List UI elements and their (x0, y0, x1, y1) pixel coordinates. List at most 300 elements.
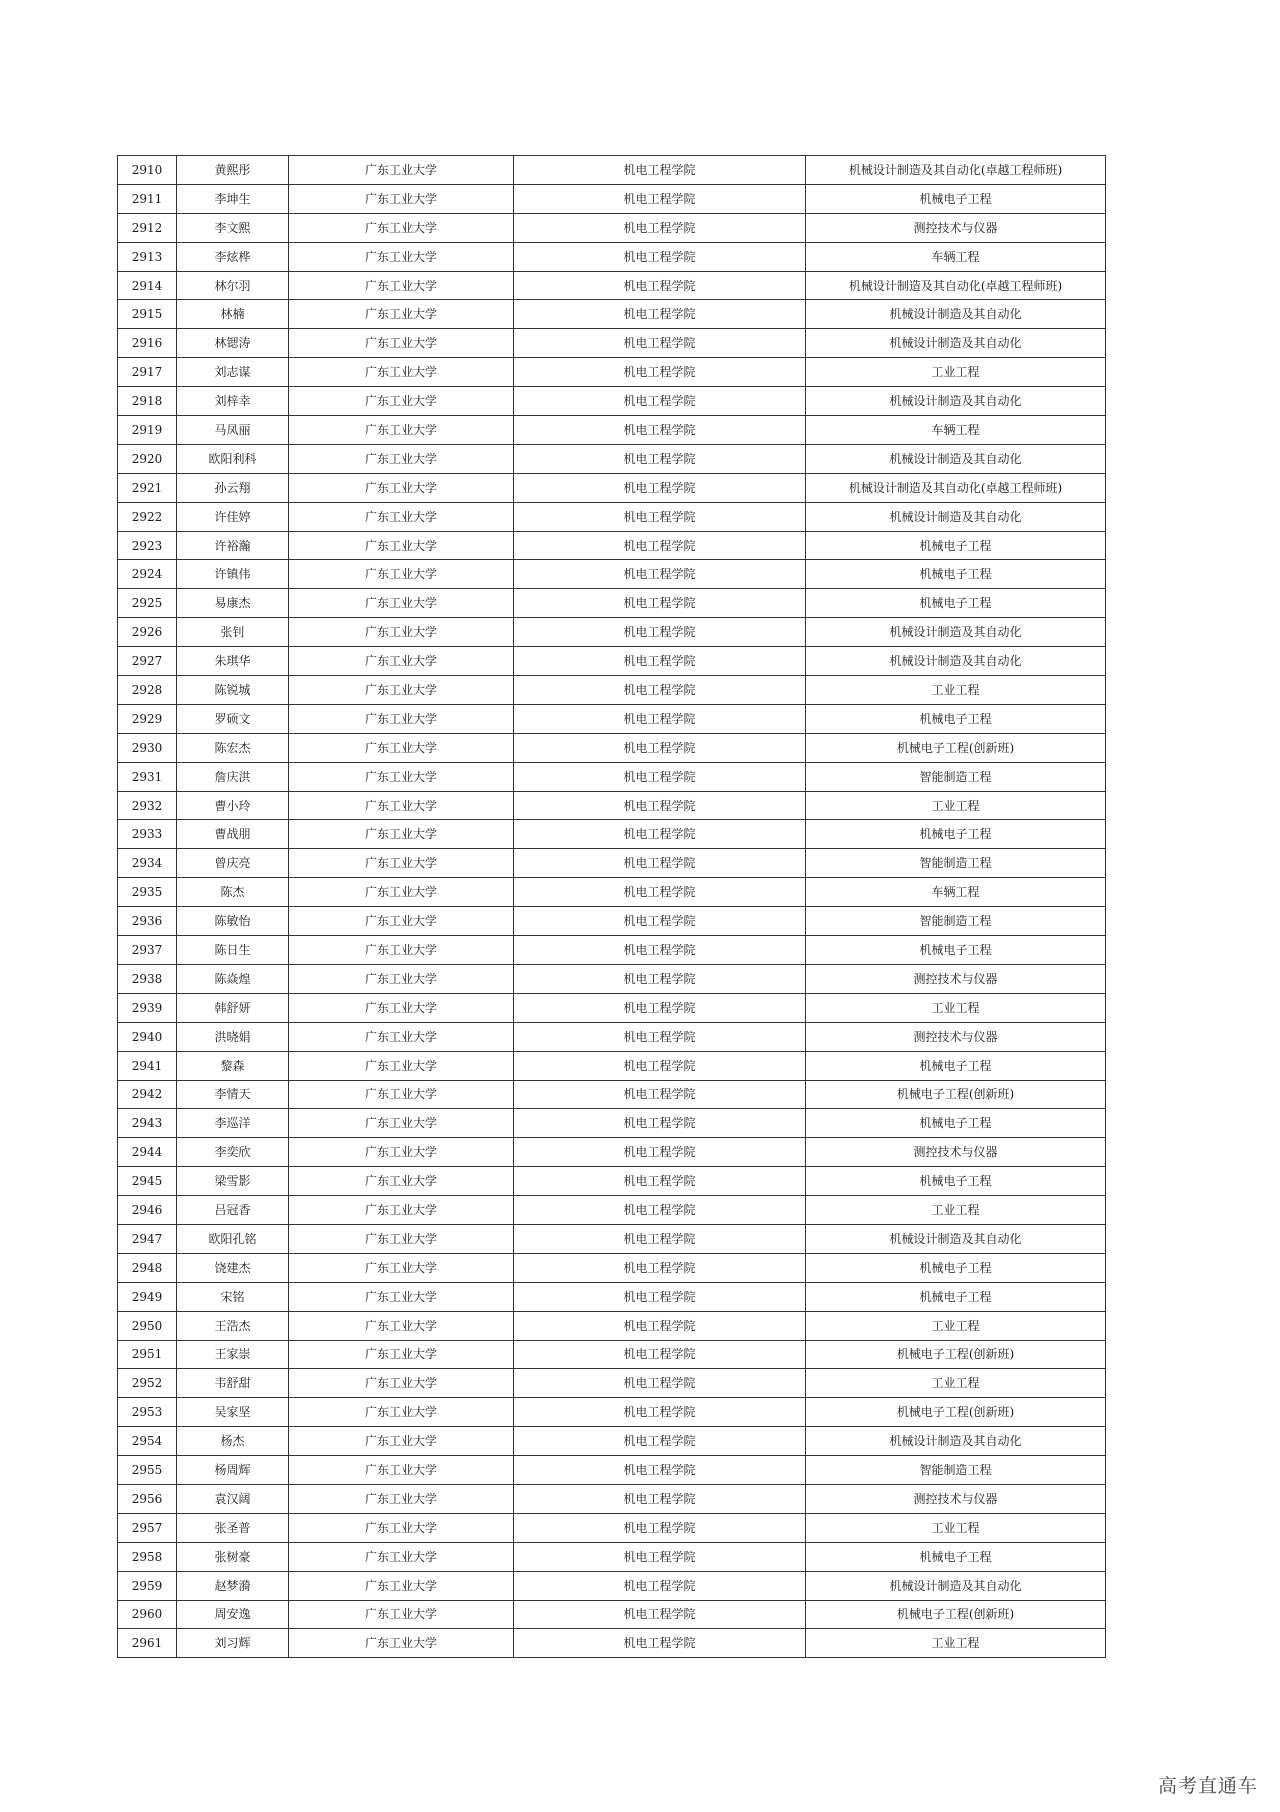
school-cell: 广东工业大学 (289, 387, 514, 416)
student-name-cell: 李炫桦 (177, 242, 289, 271)
student-name-cell: 欧阳利科 (177, 444, 289, 473)
school-cell: 广东工业大学 (289, 1224, 514, 1253)
school-cell: 广东工业大学 (289, 1022, 514, 1051)
school-cell: 广东工业大学 (289, 1427, 514, 1456)
major-cell: 机械设计制造及其自动化 (806, 1224, 1106, 1253)
row-number-cell: 2924 (118, 560, 177, 589)
student-name-cell: 王浩杰 (177, 1311, 289, 1340)
major-cell: 机械电子工程 (806, 1109, 1106, 1138)
row-number-cell: 2952 (118, 1369, 177, 1398)
major-cell: 机械设计制造及其自动化 (806, 1571, 1106, 1600)
major-cell: 工业工程 (806, 791, 1106, 820)
college-cell: 机电工程学院 (514, 820, 806, 849)
major-cell: 机械电子工程 (806, 184, 1106, 213)
college-cell: 机电工程学院 (514, 560, 806, 589)
school-cell: 广东工业大学 (289, 676, 514, 705)
major-cell: 机械电子工程 (806, 560, 1106, 589)
major-cell: 机械设计制造及其自动化 (806, 444, 1106, 473)
school-cell: 广东工业大学 (289, 473, 514, 502)
table-row (118, 1513, 1106, 1542)
major-cell: 机械电子工程 (806, 1542, 1106, 1571)
school-cell: 广东工业大学 (289, 502, 514, 531)
college-cell: 机电工程学院 (514, 1051, 806, 1080)
school-cell: 广东工业大学 (289, 1571, 514, 1600)
table-row (118, 964, 1106, 993)
student-name-cell: 陈宏杰 (177, 733, 289, 762)
table-row (118, 156, 1106, 185)
table-row (118, 1022, 1106, 1051)
row-number-cell: 2957 (118, 1513, 177, 1542)
table-row (118, 676, 1106, 705)
school-cell: 广东工业大学 (289, 704, 514, 733)
table-row (118, 1369, 1106, 1398)
major-cell: 测控技术与仪器 (806, 1022, 1106, 1051)
table-row (118, 936, 1106, 965)
student-name-cell: 李巡洋 (177, 1109, 289, 1138)
student-name-cell: 袁汉阔 (177, 1484, 289, 1513)
major-cell: 智能制造工程 (806, 762, 1106, 791)
school-cell: 广东工业大学 (289, 1484, 514, 1513)
row-number-cell: 2950 (118, 1311, 177, 1340)
table-row (118, 1600, 1106, 1629)
row-number-cell: 2939 (118, 993, 177, 1022)
student-name-cell: 詹庆洪 (177, 762, 289, 791)
table-row (118, 1080, 1106, 1109)
school-cell: 广东工业大学 (289, 936, 514, 965)
table-row (118, 791, 1106, 820)
major-cell: 机械设计制造及其自动化 (806, 502, 1106, 531)
table-row (118, 1427, 1106, 1456)
row-number-cell: 2943 (118, 1109, 177, 1138)
row-number-cell: 2954 (118, 1427, 177, 1456)
college-cell: 机电工程学院 (514, 156, 806, 185)
table-row (118, 1109, 1106, 1138)
student-name-cell: 李文熙 (177, 213, 289, 242)
student-name-cell: 吕冠香 (177, 1196, 289, 1225)
row-number-cell: 2937 (118, 936, 177, 965)
table-row (118, 502, 1106, 531)
row-number-cell: 2923 (118, 531, 177, 560)
row-number-cell: 2932 (118, 791, 177, 820)
school-cell: 广东工业大学 (289, 156, 514, 185)
student-name-cell: 黎森 (177, 1051, 289, 1080)
school-cell: 广东工业大学 (289, 762, 514, 791)
major-cell: 工业工程 (806, 358, 1106, 387)
major-cell: 机械电子工程(创新班) (806, 733, 1106, 762)
student-name-cell: 宋铭 (177, 1282, 289, 1311)
college-cell: 机电工程学院 (514, 676, 806, 705)
row-number-cell: 2951 (118, 1340, 177, 1369)
table-row (118, 1196, 1106, 1225)
student-name-cell: 刘习辉 (177, 1629, 289, 1658)
college-cell: 机电工程学院 (514, 473, 806, 502)
table-row (118, 1311, 1106, 1340)
student-name-cell: 刘梓幸 (177, 387, 289, 416)
major-cell: 工业工程 (806, 1369, 1106, 1398)
student-name-cell: 曾庆亮 (177, 849, 289, 878)
student-name-cell: 周安逸 (177, 1600, 289, 1629)
student-name-cell: 陈日生 (177, 936, 289, 965)
row-number-cell: 2941 (118, 1051, 177, 1080)
major-cell: 机械设计制造及其自动化(卓越工程师班) (806, 156, 1106, 185)
school-cell: 广东工业大学 (289, 531, 514, 560)
student-name-cell: 罗硕文 (177, 704, 289, 733)
college-cell: 机电工程学院 (514, 733, 806, 762)
table-row (118, 907, 1106, 936)
row-number-cell: 2911 (118, 184, 177, 213)
college-cell: 机电工程学院 (514, 271, 806, 300)
college-cell: 机电工程学院 (514, 1600, 806, 1629)
student-name-cell: 陈杰 (177, 878, 289, 907)
school-cell: 广东工业大学 (289, 300, 514, 329)
row-number-cell: 2930 (118, 733, 177, 762)
school-cell: 广东工业大学 (289, 849, 514, 878)
row-number-cell: 2934 (118, 849, 177, 878)
school-cell: 广东工业大学 (289, 1167, 514, 1196)
table-row (118, 618, 1106, 647)
school-cell: 广东工业大学 (289, 993, 514, 1022)
school-cell: 广东工业大学 (289, 1600, 514, 1629)
school-cell: 广东工业大学 (289, 271, 514, 300)
college-cell: 机电工程学院 (514, 1282, 806, 1311)
table-row (118, 329, 1106, 358)
major-cell: 车辆工程 (806, 878, 1106, 907)
row-number-cell: 2945 (118, 1167, 177, 1196)
student-name-cell: 赵梦漪 (177, 1571, 289, 1600)
major-cell: 工业工程 (806, 676, 1106, 705)
college-cell: 机电工程学院 (514, 791, 806, 820)
table-row (118, 444, 1106, 473)
row-number-cell: 2938 (118, 964, 177, 993)
row-number-cell: 2942 (118, 1080, 177, 1109)
college-cell: 机电工程学院 (514, 502, 806, 531)
table-row (118, 271, 1106, 300)
school-cell: 广东工业大学 (289, 618, 514, 647)
major-cell: 机械设计制造及其自动化 (806, 387, 1106, 416)
table-row (118, 647, 1106, 676)
row-number-cell: 2956 (118, 1484, 177, 1513)
college-cell: 机电工程学院 (514, 762, 806, 791)
watermark-text: 高考直通车 (1157, 1775, 1258, 1797)
school-cell: 广东工业大学 (289, 964, 514, 993)
row-number-cell: 2913 (118, 242, 177, 271)
student-name-cell: 洪晓娟 (177, 1022, 289, 1051)
major-cell: 工业工程 (806, 1629, 1106, 1658)
major-cell: 智能制造工程 (806, 907, 1106, 936)
row-number-cell: 2944 (118, 1138, 177, 1167)
student-name-cell: 韦舒甜 (177, 1369, 289, 1398)
school-cell: 广东工业大学 (289, 733, 514, 762)
major-cell: 机械电子工程 (806, 1167, 1106, 1196)
school-cell: 广东工业大学 (289, 907, 514, 936)
school-cell: 广东工业大学 (289, 1196, 514, 1225)
college-cell: 机电工程学院 (514, 358, 806, 387)
major-cell: 测控技术与仪器 (806, 213, 1106, 242)
row-number-cell: 2948 (118, 1253, 177, 1282)
school-cell: 广东工业大学 (289, 791, 514, 820)
table-row (118, 1282, 1106, 1311)
college-cell: 机电工程学院 (514, 184, 806, 213)
major-cell: 机械电子工程 (806, 1253, 1106, 1282)
school-cell: 广东工业大学 (289, 213, 514, 242)
major-cell: 测控技术与仪器 (806, 1138, 1106, 1167)
school-cell: 广东工业大学 (289, 878, 514, 907)
table-row (118, 1571, 1106, 1600)
row-number-cell: 2936 (118, 907, 177, 936)
school-cell: 广东工业大学 (289, 560, 514, 589)
student-name-cell: 曹战朋 (177, 820, 289, 849)
table-row (118, 1398, 1106, 1427)
major-cell: 工业工程 (806, 1196, 1106, 1225)
row-number-cell: 2960 (118, 1600, 177, 1629)
college-cell: 机电工程学院 (514, 1167, 806, 1196)
row-number-cell: 2935 (118, 878, 177, 907)
school-cell: 广东工业大学 (289, 1253, 514, 1282)
college-cell: 机电工程学院 (514, 1398, 806, 1427)
school-cell: 广东工业大学 (289, 242, 514, 271)
student-name-cell: 饶建杰 (177, 1253, 289, 1282)
school-cell: 广东工业大学 (289, 1109, 514, 1138)
table-row (118, 387, 1106, 416)
row-number-cell: 2914 (118, 271, 177, 300)
student-roster-table (117, 155, 1106, 1658)
row-number-cell: 2961 (118, 1629, 177, 1658)
college-cell: 机电工程学院 (514, 964, 806, 993)
major-cell: 机械设计制造及其自动化 (806, 647, 1106, 676)
table-row (118, 762, 1106, 791)
college-cell: 机电工程学院 (514, 647, 806, 676)
table-row (118, 416, 1106, 445)
student-name-cell: 杨杰 (177, 1427, 289, 1456)
row-number-cell: 2925 (118, 589, 177, 618)
school-cell: 广东工业大学 (289, 820, 514, 849)
row-number-cell: 2933 (118, 820, 177, 849)
table-row (118, 531, 1106, 560)
college-cell: 机电工程学院 (514, 1629, 806, 1658)
school-cell: 广东工业大学 (289, 589, 514, 618)
table-row (118, 993, 1106, 1022)
college-cell: 机电工程学院 (514, 878, 806, 907)
college-cell: 机电工程学院 (514, 242, 806, 271)
college-cell: 机电工程学院 (514, 1369, 806, 1398)
table-row (118, 733, 1106, 762)
college-cell: 机电工程学院 (514, 1080, 806, 1109)
table-row (118, 849, 1106, 878)
roster-body (118, 156, 1106, 1658)
table-row (118, 560, 1106, 589)
major-cell: 机械电子工程 (806, 704, 1106, 733)
school-cell: 广东工业大学 (289, 1456, 514, 1485)
school-cell: 广东工业大学 (289, 1080, 514, 1109)
college-cell: 机电工程学院 (514, 1456, 806, 1485)
school-cell: 广东工业大学 (289, 1629, 514, 1658)
major-cell: 工业工程 (806, 1311, 1106, 1340)
major-cell: 测控技术与仪器 (806, 964, 1106, 993)
college-cell: 机电工程学院 (514, 1022, 806, 1051)
row-number-cell: 2955 (118, 1456, 177, 1485)
row-number-cell: 2921 (118, 473, 177, 502)
student-name-cell: 孙云翔 (177, 473, 289, 502)
student-name-cell: 张钊 (177, 618, 289, 647)
major-cell: 机械电子工程 (806, 531, 1106, 560)
student-name-cell: 易康杰 (177, 589, 289, 618)
major-cell: 机械设计制造及其自动化(卓越工程师班) (806, 473, 1106, 502)
table-row (118, 1167, 1106, 1196)
major-cell: 工业工程 (806, 1513, 1106, 1542)
major-cell: 工业工程 (806, 993, 1106, 1022)
table-row (118, 300, 1106, 329)
table-row (118, 1253, 1106, 1282)
row-number-cell: 2927 (118, 647, 177, 676)
college-cell: 机电工程学院 (514, 444, 806, 473)
table-row (118, 1456, 1106, 1485)
student-name-cell: 欧阳孔铭 (177, 1224, 289, 1253)
student-name-cell: 张树豪 (177, 1542, 289, 1571)
student-name-cell: 梁雪影 (177, 1167, 289, 1196)
college-cell: 机电工程学院 (514, 300, 806, 329)
table-row (118, 1542, 1106, 1571)
college-cell: 机电工程学院 (514, 1513, 806, 1542)
college-cell: 机电工程学院 (514, 1196, 806, 1225)
row-number-cell: 2940 (118, 1022, 177, 1051)
table-row (118, 184, 1106, 213)
row-number-cell: 2918 (118, 387, 177, 416)
table-row (118, 820, 1106, 849)
school-cell: 广东工业大学 (289, 1340, 514, 1369)
row-number-cell: 2931 (118, 762, 177, 791)
college-cell: 机电工程学院 (514, 1427, 806, 1456)
major-cell: 机械电子工程(创新班) (806, 1080, 1106, 1109)
table-row (118, 1224, 1106, 1253)
row-number-cell: 2912 (118, 213, 177, 242)
school-cell: 广东工业大学 (289, 358, 514, 387)
major-cell: 机械设计制造及其自动化 (806, 1427, 1106, 1456)
row-number-cell: 2947 (118, 1224, 177, 1253)
student-name-cell: 黄熙彤 (177, 156, 289, 185)
row-number-cell: 2922 (118, 502, 177, 531)
student-name-cell: 林楠 (177, 300, 289, 329)
major-cell: 机械电子工程 (806, 820, 1106, 849)
major-cell: 测控技术与仪器 (806, 1484, 1106, 1513)
major-cell: 机械电子工程 (806, 1282, 1106, 1311)
row-number-cell: 2959 (118, 1571, 177, 1600)
major-cell: 机械电子工程 (806, 936, 1106, 965)
row-number-cell: 2949 (118, 1282, 177, 1311)
college-cell: 机电工程学院 (514, 849, 806, 878)
school-cell: 广东工业大学 (289, 1138, 514, 1167)
row-number-cell: 2920 (118, 444, 177, 473)
major-cell: 机械设计制造及其自动化 (806, 618, 1106, 647)
school-cell: 广东工业大学 (289, 647, 514, 676)
student-name-cell: 许佳婷 (177, 502, 289, 531)
major-cell: 车辆工程 (806, 416, 1106, 445)
student-name-cell: 刘志谋 (177, 358, 289, 387)
student-name-cell: 陈敏怡 (177, 907, 289, 936)
row-number-cell: 2946 (118, 1196, 177, 1225)
college-cell: 机电工程学院 (514, 936, 806, 965)
major-cell: 机械电子工程(创新班) (806, 1398, 1106, 1427)
table-row (118, 1138, 1106, 1167)
student-name-cell: 李奕欣 (177, 1138, 289, 1167)
row-number-cell: 2917 (118, 358, 177, 387)
college-cell: 机电工程学院 (514, 1571, 806, 1600)
student-name-cell: 朱琪华 (177, 647, 289, 676)
major-cell: 机械电子工程(创新班) (806, 1340, 1106, 1369)
student-name-cell: 吴家坚 (177, 1398, 289, 1427)
school-cell: 广东工业大学 (289, 1311, 514, 1340)
major-cell: 机械电子工程 (806, 1051, 1106, 1080)
school-cell: 广东工业大学 (289, 329, 514, 358)
table-row (118, 242, 1106, 271)
school-cell: 广东工业大学 (289, 184, 514, 213)
college-cell: 机电工程学院 (514, 1138, 806, 1167)
major-cell: 机械设计制造及其自动化(卓越工程师班) (806, 271, 1106, 300)
table-row (118, 358, 1106, 387)
student-name-cell: 李坤生 (177, 184, 289, 213)
student-name-cell: 许裕瀚 (177, 531, 289, 560)
major-cell: 机械设计制造及其自动化 (806, 329, 1106, 358)
student-name-cell: 许镇伟 (177, 560, 289, 589)
major-cell: 机械电子工程(创新班) (806, 1600, 1106, 1629)
school-cell: 广东工业大学 (289, 1542, 514, 1571)
major-cell: 智能制造工程 (806, 849, 1106, 878)
table-row (118, 473, 1106, 502)
major-cell: 机械电子工程 (806, 589, 1106, 618)
table-row (118, 589, 1106, 618)
major-cell: 智能制造工程 (806, 1456, 1106, 1485)
table-row (118, 878, 1106, 907)
row-number-cell: 2928 (118, 676, 177, 705)
college-cell: 机电工程学院 (514, 1542, 806, 1571)
row-number-cell: 2926 (118, 618, 177, 647)
student-name-cell: 马凤丽 (177, 416, 289, 445)
table-row (118, 1629, 1106, 1658)
school-cell: 广东工业大学 (289, 1369, 514, 1398)
college-cell: 机电工程学院 (514, 618, 806, 647)
student-name-cell: 王家崇 (177, 1340, 289, 1369)
row-number-cell: 2919 (118, 416, 177, 445)
table-row (118, 1340, 1106, 1369)
student-name-cell: 张圣普 (177, 1513, 289, 1542)
college-cell: 机电工程学院 (514, 1224, 806, 1253)
student-name-cell: 林锶涛 (177, 329, 289, 358)
table-row (118, 1484, 1106, 1513)
student-name-cell: 李情天 (177, 1080, 289, 1109)
college-cell: 机电工程学院 (514, 993, 806, 1022)
table-row (118, 704, 1106, 733)
major-cell: 机械设计制造及其自动化 (806, 300, 1106, 329)
row-number-cell: 2915 (118, 300, 177, 329)
college-cell: 机电工程学院 (514, 387, 806, 416)
student-name-cell: 陈锐城 (177, 676, 289, 705)
college-cell: 机电工程学院 (514, 329, 806, 358)
table-row (118, 1051, 1106, 1080)
row-number-cell: 2916 (118, 329, 177, 358)
row-number-cell: 2953 (118, 1398, 177, 1427)
college-cell: 机电工程学院 (514, 1484, 806, 1513)
college-cell: 机电工程学院 (514, 907, 806, 936)
school-cell: 广东工业大学 (289, 444, 514, 473)
school-cell: 广东工业大学 (289, 1513, 514, 1542)
college-cell: 机电工程学院 (514, 531, 806, 560)
row-number-cell: 2929 (118, 704, 177, 733)
school-cell: 广东工业大学 (289, 1282, 514, 1311)
row-number-cell: 2910 (118, 156, 177, 185)
school-cell: 广东工业大学 (289, 416, 514, 445)
college-cell: 机电工程学院 (514, 704, 806, 733)
school-cell: 广东工业大学 (289, 1051, 514, 1080)
college-cell: 机电工程学院 (514, 416, 806, 445)
